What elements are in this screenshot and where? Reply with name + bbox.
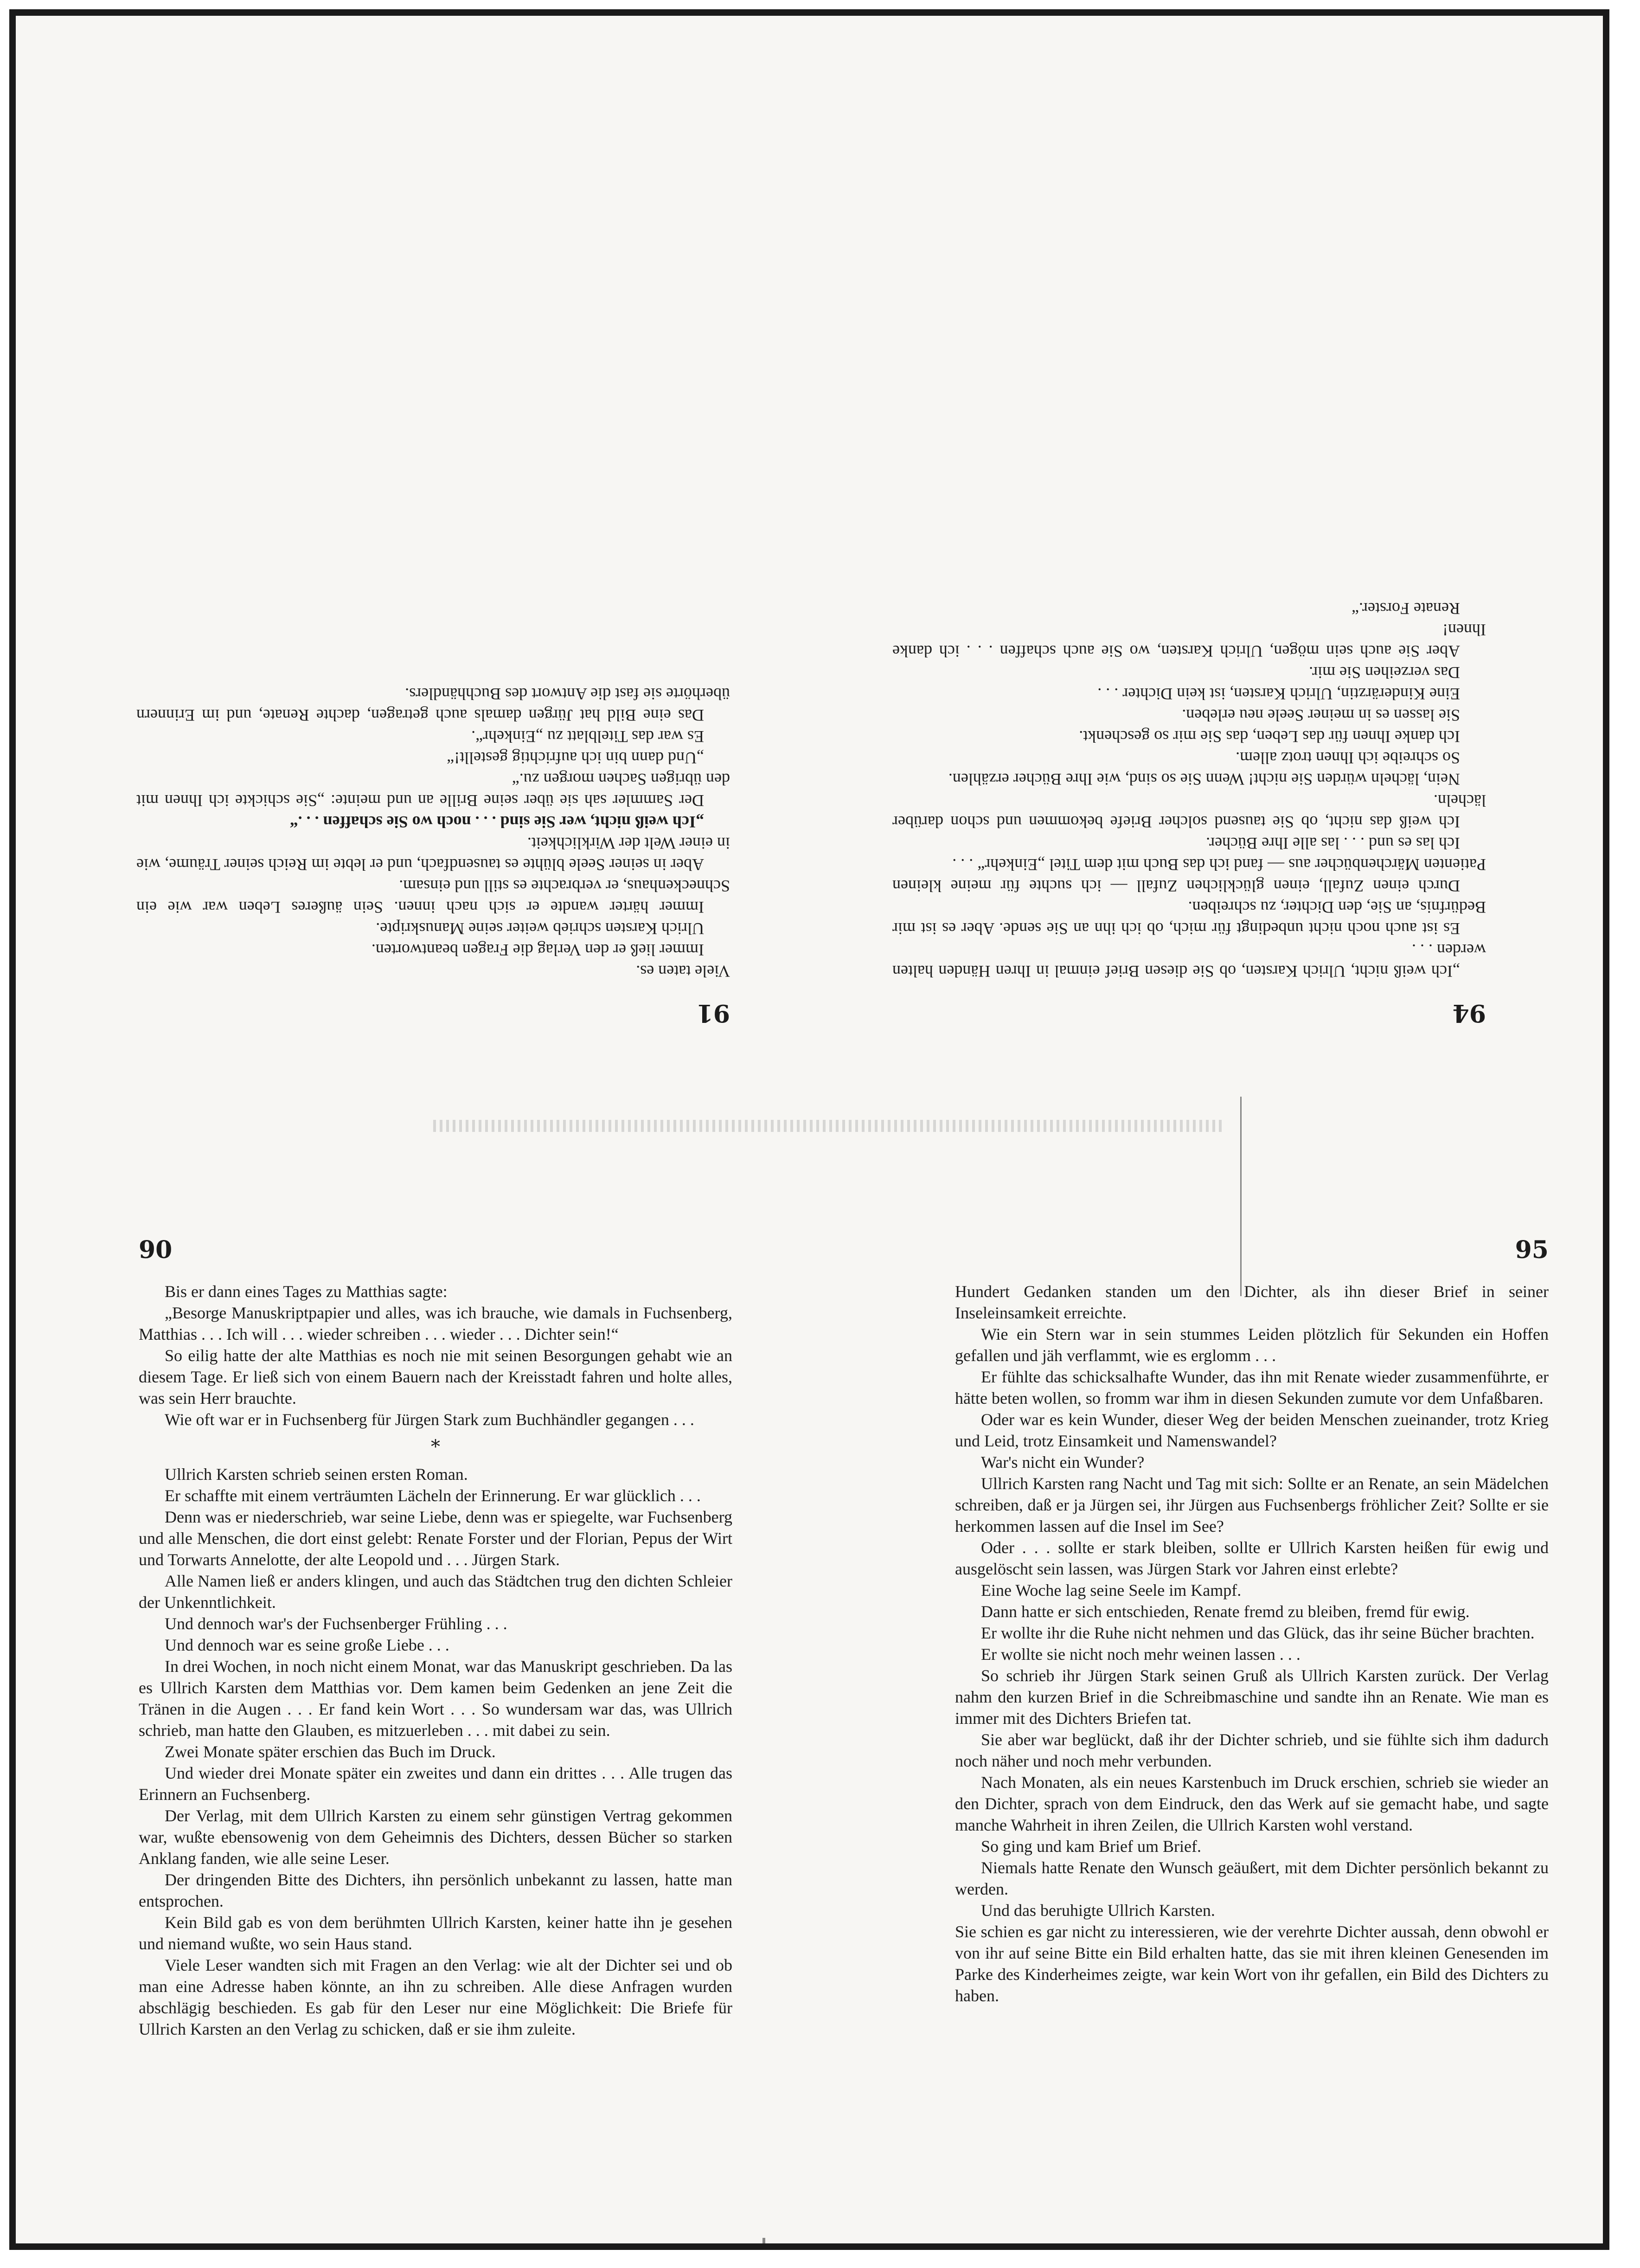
paragraph: Ullrich Karsten schrieb seinen ersten Roman. [165, 1465, 468, 1484]
paragraph: So schrieb ihr Jürgen Stark seinen Gruß als Ullrich Karsten zurück. Der Verlag nahm den kurzen Brief in die Schreibmaschine und sandte ihn an Renate. Wie man es immer mit des Dichters Briefen tat. [955, 1666, 1549, 1728]
paragraph: Immer härter wandte er sich nach innen. Sein äußeres Leben war wie ein Schneckenhaus, er verbrachte es still und einsam. [136, 877, 730, 917]
paragraph: Dann hatte er sich entschieden, Renate fremd zu bleiben, fremd für ewig. [981, 1602, 1470, 1621]
paragraph: Hundert Gedanken standen um den Dichter, als ihn dieser Brief in seiner Inseleinsamkeit erreichte. [955, 1282, 1549, 1322]
paragraph: „Ich weiß nicht, Ulrich Karsten, ob Sie diesen Brief einmal in Ihren Händen halten werden . . . [892, 941, 1486, 981]
paragraph: Aber in seiner Seele blühte es tausendfach, und er lebte im Reich seiner Träume, wie in einer Welt der Wirklichkeit. [136, 834, 730, 874]
paragraph: „Besorge Manuskriptpapier und alles, was ich brauche, wie damals in Fuchsenberg, Matthias . . . Ich will . . . wieder schreiben . . . wieder . . . Dichter sein!“ [139, 1304, 732, 1343]
page-top-left [136, 95, 730, 1027]
paragraph: So eilig hatte der alte Matthias es noch nie mit seinen Besorgungen gehabt wie an diesem Tage. Er ließ sich von einem Bauern nach der Kreisstadt fahren und holte alles, was sein Herr brauchte. [139, 1346, 732, 1407]
paragraph: Bis er dann eines Tages zu Matthias sagte: [165, 1282, 448, 1301]
paragraph: Ich danke Ihnen für das Leben, das Sie mir so geschenkt. [1079, 727, 1460, 746]
paragraph: Ich weiß das nicht, ob Sie tausend solcher Briefe bekommen und schon darüber lächeln. [892, 791, 1486, 831]
paragraph: Durch einen Zufall, einen glücklichen Zufall — ich suchte für meine kleinen Patienten Märchenbücher aus — fand ich das Buch mit dem Titel „Einkehr“ . . . [892, 855, 1486, 895]
paragraph: Der dringenden Bitte des Dichters, ihn persönlich unbekannt zu lassen, hatte man entsprochen. [139, 1870, 732, 1910]
paragraph: Das verzeihen Sie mir. [1309, 663, 1460, 682]
paragraph: Er schaffte mit einem verträumten Lächeln der Erinnerung. Er war glücklich . . . [165, 1486, 701, 1505]
page-number: 90 [139, 1236, 173, 1264]
paragraph: Er wollte sie nicht noch mehr weinen lassen . . . [981, 1645, 1300, 1664]
page-bottom-right [955, 1236, 1549, 2233]
page-number: 95 [1515, 1236, 1549, 1264]
paragraph: Denn was er niederschrieb, war seine Liebe, denn was er spiegelte, war Fuchsenberg und alle Menschen, die dort einst gelebt: Renate Forster und der Florian, Pepus der Wirt und Torwarts Annelotte, der alte Leopold und . . . Jürgen Stark. [139, 1508, 732, 1569]
paragraph: Viele taten es. [636, 962, 730, 981]
paragraph: Er fühlte das schicksalhafte Wunder, das ihn mit Renate wieder zusammenführte, er hätte beten wollen, so fromm war ihm in diesen Sekunden zumute vor dem Unfaßbaren. [955, 1368, 1549, 1407]
paragraph: Zwei Monate später erschien das Buch im Druck. [165, 1742, 496, 1761]
page-text [139, 1281, 732, 2040]
paragraph: Der Sammler sah sie über seine Brille an und meinte: „Sie schickte ich Ihnen mit den übrigen Sachen morgen zu.“ [136, 770, 730, 810]
paragraph: Der Verlag, mit dem Ullrich Karsten zu einem sehr günstigen Vertrag gekommen war, wußte ebensowenig von dem Geheimnis des Dichters, dessen Bücher so starken Anklang fanden, wie alle seine Leser. [139, 1806, 732, 1868]
paragraph: Und dennoch war's der Fuchsenberger Frühling . . . [165, 1614, 507, 1633]
paragraph: Renate Forster.“ [1352, 599, 1460, 618]
paragraph: Aber Sie auch sein mögen, Ulrich Karsten, wo Sie auch schaffen . . . ich danke Ihnen! [892, 621, 1486, 661]
paragraph: Viele Leser wandten sich mit Fragen an den Verlag: wie alt der Dichter sei und ob man eine Adresse haben könnte, an ihn zu schreiben. Alle diese Anfragen wurden abschlägig beschieden. Es gab für den Leser nur eine Möglichkeit: Die Briefe für Ullrich Karsten an den Verlag zu schicken, daß er sie ihm zuleite. [139, 1956, 732, 2038]
paragraph: Sie lassen es in meiner Seele neu erleben. [1182, 706, 1460, 725]
paragraph: „Und dann bin ich aufrichtig gestellt!“ [447, 749, 704, 767]
paragraph: Und wieder drei Monate später ein zweites und dann ein drittes . . . Alle trugen das Erinnern an Fuchsenberg. [139, 1764, 732, 1804]
paragraph: Sie schien es gar nicht zu interessieren, wie der verehrte Dichter aussah, denn obwohl er von ihr auf seine Bitte ein Bild erhalten hatte, das sie mit ihren kleinen Genesenden im Parke des Kinderheimes zeigte, war kein Wort von ihr gefallen, ein Bild des Dichters zu haben. [955, 1922, 1549, 2005]
paragraph: Nach Monaten, als ein neues Karstenbuch im Druck erschien, schrieb sie wieder an den Dichter, sprach von dem Eindruck, den das Werk auf sie gemacht habe, und sagte manche Wahrheit in ihren Zeilen, die Ullrich Karsten wohl verstand. [955, 1773, 1549, 1834]
paragraph: Ullrich Karsten rang Nacht und Tag mit sich: Sollte er an Renate, an sein Mädelchen schreiben, daß er ja Jürgen sei, ihr Jürgen aus Fuchsenbergs fröhlicher Zeit? Sollte er sie herkommen lassen auf die Insel im See? [955, 1474, 1549, 1536]
page-text [955, 1281, 1549, 2006]
paragraph: Immer ließ er den Verlag die Fragen beantworten. [371, 941, 704, 959]
paragraph: Eine Woche lag seine Seele im Kampf. [981, 1581, 1242, 1600]
paragraph: Oder . . . sollte er stark bleiben, sollte er Ullrich Karsten heißen für ewig und ausgelöscht sein lassen, was Jürgen Stark vor Jahren einst erlebte? [955, 1538, 1549, 1578]
paragraph: Ich las es und . . . las alle Ihre Bücher. [1206, 834, 1460, 853]
paragraph: Wie ein Stern war in sein stummes Leiden plötzlich für Sekunden ein Hoffen gefallen und jäh verflammt, wie es erglomm . . . [955, 1325, 1549, 1365]
paragraph: Ulrich Karsten schrieb weiter seine Manuskripte. [376, 919, 704, 938]
paragraph: Wie oft war er in Fuchsenberg für Jürgen Stark zum Buchhändler gegangen . . . [165, 1410, 694, 1429]
section-divider: * [431, 1436, 440, 1458]
paragraph: So ging und kam Brief um Brief. [981, 1837, 1201, 1856]
paragraph: Das eine Bild hat Jürgen damals auch getragen, dachte Renate, und im Erinnern überhörte sie fast die Antwort des Buchhändlers. [136, 685, 730, 725]
margin-mark [762, 2238, 765, 2250]
paragraph: Und dennoch war es seine große Liebe . . . [165, 1636, 449, 1654]
page-text [892, 598, 1486, 982]
paragraph: War's nicht ein Wunder? [981, 1453, 1145, 1471]
paragraph: Er wollte ihr die Ruhe nicht nehmen und das Glück, das ihr seine Bücher brachten. [981, 1624, 1535, 1642]
paragraph: Sie aber war beglückt, daß ihr der Dichter schrieb, und sie fühlte sich ihm dadurch noch näher und noch mehr verbunden. [955, 1730, 1549, 1770]
paragraph: In drei Wochen, in noch nicht einem Monat, war das Manuskript geschrieben. Da las es Ullrich Karsten dem Matthias vor. Dem kamen beim Gedenken an jene Zeit die Tränen in die Augen . . . Er fand kein Wort . . . So wundersam war das, was Ullrich schrieb, man hatte den Glauben, es mitzuerleben . . . mit dabei zu sein. [139, 1657, 732, 1740]
paragraph: Eine Kinderärztin, Ulrich Karsten, ist kein Dichter . . . [1097, 685, 1460, 703]
page-text [136, 683, 730, 982]
paragraph: Und das beruhigte Ullrich Karsten. [981, 1901, 1215, 1920]
page-bottom-left [139, 1236, 732, 2233]
scanned-sheet [9, 9, 1609, 2250]
paragraph: Niemals hatte Renate den Wunsch geäußert, mit dem Dichter persönlich bekannt zu werden. [955, 1858, 1549, 1898]
paragraph: Es war das Titelblatt zu „Einkehr“. [471, 727, 704, 746]
paragraph: Nein, lächeln würden Sie nicht! Wenn Sie so sind, wie Ihre Bücher erzählen. [948, 770, 1460, 789]
paragraph: Kein Bild gab es von dem berühmten Ullrich Karsten, keiner hatte ihn je gesehen und niemand wußte, wo sein Haus stand. [139, 1913, 732, 1953]
paragraph: Alle Namen ließ er anders klingen, und auch das Städtchen trug den dichten Schleier der Unkenntlichkeit. [139, 1572, 732, 1612]
page-number: 91 [696, 999, 730, 1027]
paragraph: „Ich weiß nicht, wer Sie sind . . . noch wo Sie schaffen . . .“ [289, 813, 704, 831]
page-top-right [892, 95, 1486, 1027]
paragraph: So schreibe ich Ihnen trotz allem. [1236, 749, 1460, 767]
fold-smudge [433, 1120, 1222, 1132]
paragraph: Es ist auch noch nicht unbedingt für mich, ob ich ihn an Sie sende. Aber es ist mir Bedürfnis, an Sie, den Dichter, zu schreiben. [892, 898, 1486, 938]
page-number: 94 [1452, 999, 1486, 1027]
paragraph: Oder war es kein Wunder, dieser Weg der beiden Menschen zueinander, trotz Krieg und Leid, trotz Einsamkeit und Namenswandel? [955, 1410, 1549, 1450]
